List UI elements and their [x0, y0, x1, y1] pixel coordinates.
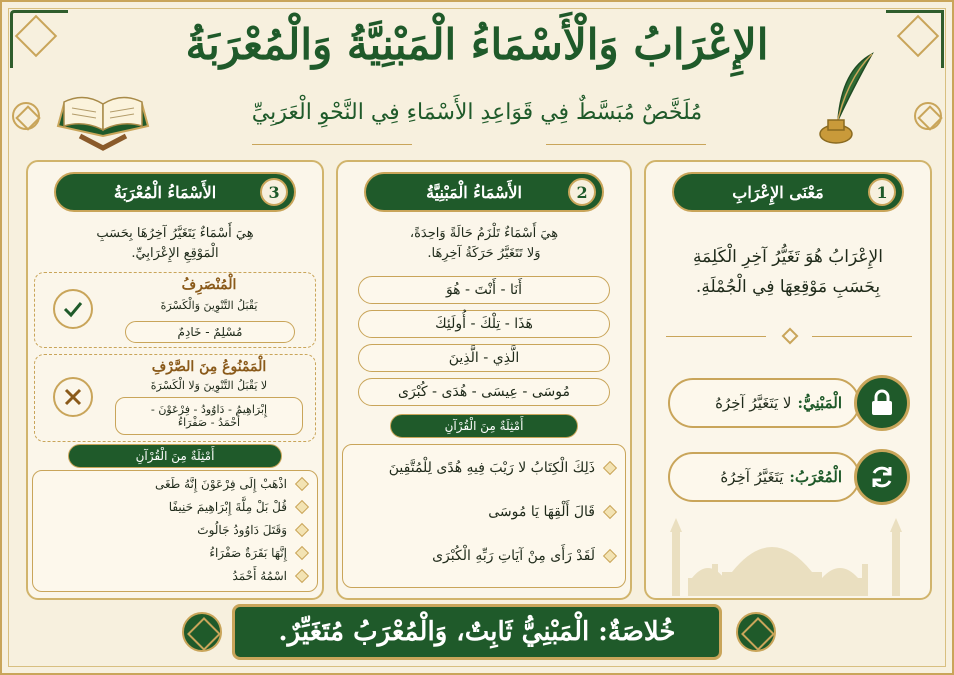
list-item — [353, 501, 615, 523]
star-icon — [603, 549, 617, 563]
section-heading: الأَسْمَاءُ الْمَبْنِيَّةُ — [426, 182, 522, 202]
divider — [812, 336, 912, 337]
quran-verse: اذْهَبْ إِلَى فِرْعَوْنَ إِنَّهُ طَغَى — [154, 477, 287, 491]
example-pill: الَّذِي - الَّذِينَ — [358, 344, 610, 372]
quran-verse: قَالَ أَلْقِهَا يَا مُوسَى — [488, 504, 595, 520]
definition-line: الإِعْرَابُ هُوَ تَغَيُّرُ آخِرِ الْكَلِمَةِ — [693, 247, 883, 267]
section-number: 2 — [568, 178, 596, 206]
section-number: 1 — [868, 178, 896, 206]
mosque-silhouette-icon — [652, 512, 922, 596]
munsarif-title: الْمُنْصَرِفُ — [181, 277, 237, 293]
mamnu-desc: لا يَقْبَلُ التَّنْوِينَ وَلا الْكَسْرَةَ — [150, 379, 268, 392]
description-text — [348, 224, 620, 264]
list-item — [43, 496, 307, 518]
divider — [666, 336, 766, 337]
mabni-label: الْمَبْنِيُّ: — [797, 394, 842, 412]
quran-verse: اسْمُهُ أَحْمَدُ — [232, 569, 287, 583]
list-item — [43, 473, 307, 495]
mamnu-examples — [115, 397, 303, 435]
star-icon — [295, 523, 309, 537]
section-heading: مَعْنَى الإِعْرَابِ — [732, 182, 824, 202]
section-meaning-of-irab — [644, 160, 932, 600]
list-item — [43, 565, 307, 587]
quran-examples-list — [32, 470, 318, 592]
section-header — [672, 172, 904, 212]
description-line: هِيَ أَسْمَاءٌ يَتَغَيَّرُ آخِرُهَا بِحَسَبِ — [96, 226, 254, 241]
list-item — [353, 457, 615, 479]
murab-label: الْمُعْرَبُ: — [789, 468, 842, 486]
section-mabni-nouns — [336, 160, 632, 600]
quran-examples-header: أَمْثِلَةٌ مِنَ الْقُرْآنِ — [390, 414, 578, 438]
mamnu-examples-line: إِبْرَاهِيمُ - دَاوُودُ - فِرْعَوْنَ - — [150, 403, 268, 416]
section-number: 3 — [260, 178, 288, 206]
rosette-icon — [736, 612, 776, 652]
list-item — [43, 542, 307, 564]
ornament-icon — [782, 328, 799, 345]
star-icon — [603, 461, 617, 475]
example-pill: أَنَا - أَنْتَ - هُوَ — [358, 276, 610, 304]
definition-line: بِحَسَبِ مَوْقِعِهَا فِي الْجُمْلَةِ. — [695, 277, 881, 297]
definition-text — [656, 242, 920, 302]
divider — [252, 144, 412, 145]
munsarif-desc: يَقْبَلُ التَّنْوِينَ وَالْكَسْرَةَ — [160, 299, 258, 312]
star-icon — [295, 500, 309, 514]
divider — [546, 144, 706, 145]
quran-examples-list — [342, 444, 626, 588]
quran-verse: ذَلِكَ الْكِتَابُ لا رَيْبَ فِيهِ هُدًى لِلْمُتَّقِينَ — [388, 460, 595, 476]
page-subtitle: مُلَخَّصٌ مُبَسَّطٌ فِي قَوَاعِدِ الأَسْمَاءِ فِي النَّحْوِ الْعَرَبِيِّ — [251, 100, 703, 125]
star-icon — [603, 505, 617, 519]
description-line: هِيَ أَسْمَاءٌ تَلْزَمُ حَالَةً وَاحِدَةً، — [409, 226, 559, 241]
munsarif-examples: مُسْلِمٌ - خَادِمٌ — [125, 321, 295, 343]
description-line: وَلا تَتَغَيَّرُ حَرَكَةُ آخِرِهَا. — [427, 246, 541, 261]
murab-badge — [668, 452, 860, 502]
description-line: الْمَوْقِعِ الإِعْرَابِيِّ. — [131, 246, 219, 261]
quill-inkpot-icon — [812, 50, 882, 150]
summary-banner: خُلاصَةٌ: الْمَبْنِيُّ ثَابِتٌ، وَالْمُعْرَبُ مُتَغَيِّرٌ. — [232, 604, 722, 660]
rosette-icon — [182, 612, 222, 652]
list-item — [43, 519, 307, 541]
section-heading: الأَسْمَاءُ الْمُعْرَبَةُ — [113, 182, 217, 202]
corner-ornament-icon — [886, 10, 944, 68]
rosette-icon — [12, 102, 40, 130]
mabni-text: لا يَتَغَيَّرُ آخِرُهُ — [715, 394, 792, 412]
open-book-icon — [50, 74, 156, 154]
section-header — [54, 172, 296, 212]
refresh-icon — [854, 449, 910, 505]
section-header — [364, 172, 604, 212]
lock-icon — [854, 375, 910, 431]
x-icon — [53, 377, 93, 417]
mamnu-box — [34, 354, 316, 442]
mabni-badge — [668, 378, 860, 428]
quran-examples-header: أَمْثِلَةٌ مِنَ الْقُرْآنِ — [68, 444, 282, 468]
description-text — [38, 224, 312, 264]
corner-ornament-icon — [10, 10, 68, 68]
section-murab-nouns — [26, 160, 324, 600]
quran-verse: وَقَتَلَ دَاوُودُ جَالُوتَ — [197, 523, 287, 537]
quran-verse: قُلْ بَلْ مِلَّةَ إِبْرَاهِيمَ حَنِيفًا — [168, 500, 287, 514]
star-icon — [295, 477, 309, 491]
munsarif-box — [34, 272, 316, 348]
rosette-icon — [914, 102, 942, 130]
example-pill: مُوسَى - عِيسَى - هُدَى - كُبْرَى — [358, 378, 610, 406]
star-icon — [295, 546, 309, 560]
mamnu-title: الْمَمْنُوعُ مِنَ الصَّرْفِ — [151, 359, 267, 375]
quran-verse: إِنَّهَا بَقَرَةٌ صَفْرَاءُ — [209, 546, 287, 560]
page-title: الإِعْرَابُ وَالْأَسْمَاءُ الْمَبْنِيَّةُ وَالْمُعْرَبَةُ — [185, 20, 769, 69]
list-item — [353, 545, 615, 567]
star-icon — [295, 569, 309, 583]
example-pill: هَذَا - تِلْكَ - أُولَئِكَ — [358, 310, 610, 338]
check-icon — [53, 289, 93, 329]
murab-text: يَتَغَيَّرُ آخِرُهُ — [720, 468, 784, 486]
quran-verse: لَقَدْ رَأَى مِنْ آيَاتِ رَبِّهِ الْكُبْرَى — [432, 548, 595, 564]
mamnu-examples-line: أَحْمَدُ - صَفْرَاءُ — [177, 416, 241, 429]
